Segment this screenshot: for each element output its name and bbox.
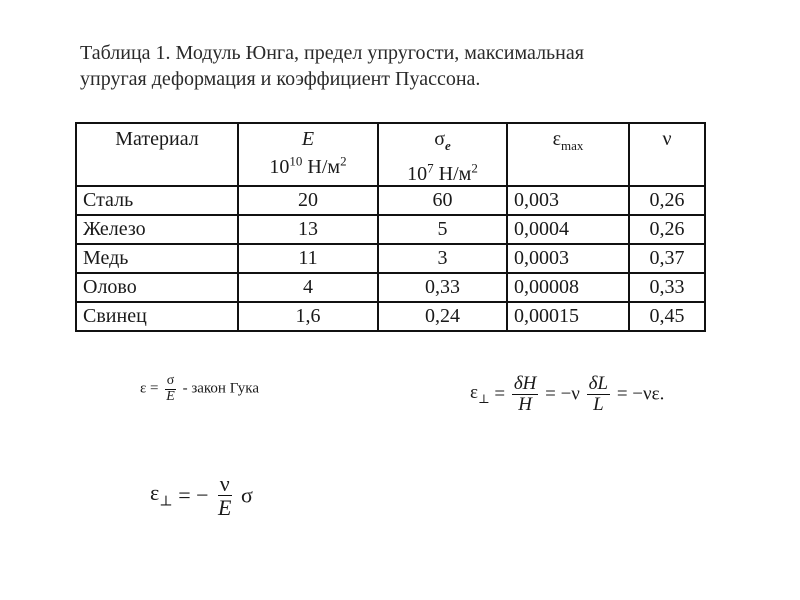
cell-material: Медь <box>76 244 238 273</box>
cell-eps: 0,00008 <box>507 273 629 302</box>
cell-eps: 0,00015 <box>507 302 629 331</box>
table-row <box>76 186 705 215</box>
header-youngs-modulus <box>238 123 378 186</box>
cell-sigma: 0,24 <box>378 302 507 331</box>
header-elastic-limit <box>378 123 507 186</box>
cell-nu: 0,33 <box>629 273 705 302</box>
header-e-unit: $10^{10}$ $Н/м^2$ <box>269 153 347 178</box>
cell-e: 1,6 <box>238 302 378 331</box>
hooke-fraction: $\frac{\sigma}{E}$ <box>166 373 175 404</box>
header-sigma-unit: $10^7$ $Н/м^2$ <box>407 160 478 185</box>
cell-material: Свинец <box>76 302 238 331</box>
transverse-fraction: $\frac{\nu}{E}$ <box>218 471 232 521</box>
cell-e: 11 <box>238 244 378 273</box>
poisson-strain-formula: $\varepsilon_\perp$ = $\frac{\delta H}{H}$ = −ν $\frac{\delta L}{L}$ = −νε. <box>470 373 665 415</box>
cell-e: 20 <box>238 186 378 215</box>
table-header-row <box>76 123 705 186</box>
table-row <box>76 273 705 302</box>
header-e-symbol: E <box>301 128 315 150</box>
caption-line-2: упругая деформация и коэффициент Пуассона. <box>80 68 481 90</box>
cell-nu: 0,26 <box>629 186 705 215</box>
table-row <box>76 215 705 244</box>
cell-sigma: 60 <box>378 186 507 215</box>
header-material: Материал <box>76 123 238 186</box>
youngs-modulus-table <box>75 122 706 332</box>
header-sigma-symbol: $\sigma_e$ <box>434 128 451 153</box>
table-caption <box>80 40 720 92</box>
cell-eps: 0,0003 <box>507 244 629 273</box>
cell-eps: 0,0004 <box>507 215 629 244</box>
header-poisson-ratio: ν <box>629 123 705 186</box>
cell-sigma: 3 <box>378 244 507 273</box>
table-row <box>76 244 705 273</box>
cell-e: 13 <box>238 215 378 244</box>
cell-eps: 0,003 <box>507 186 629 215</box>
cell-e: 4 <box>238 273 378 302</box>
cell-nu: 0,37 <box>629 244 705 273</box>
header-max-strain: $\varepsilon_{max}$ <box>507 123 629 186</box>
cell-material: Олово <box>76 273 238 302</box>
hooke-law-formula: ε = $\frac{\sigma}{E}$ - закон Гука <box>140 373 260 404</box>
cell-nu: 0,45 <box>629 302 705 331</box>
cell-material: Железо <box>76 215 238 244</box>
cell-sigma: 0,33 <box>378 273 507 302</box>
poisson-fraction-h: $\frac{\delta H}{H}$ <box>513 373 537 415</box>
cell-sigma: 5 <box>378 215 507 244</box>
cell-nu: 0,26 <box>629 215 705 244</box>
poisson-fraction-l: $\frac{\delta L}{L}$ <box>588 373 609 415</box>
transverse-strain-formula: $\varepsilon_\perp$ = − $\frac{\nu}{E}$ σ <box>150 471 253 521</box>
cell-material: Сталь <box>76 186 238 215</box>
caption-line-1: Таблица 1. Модуль Юнга, предел упругости, максимальная <box>80 42 584 64</box>
table-row <box>76 302 705 331</box>
